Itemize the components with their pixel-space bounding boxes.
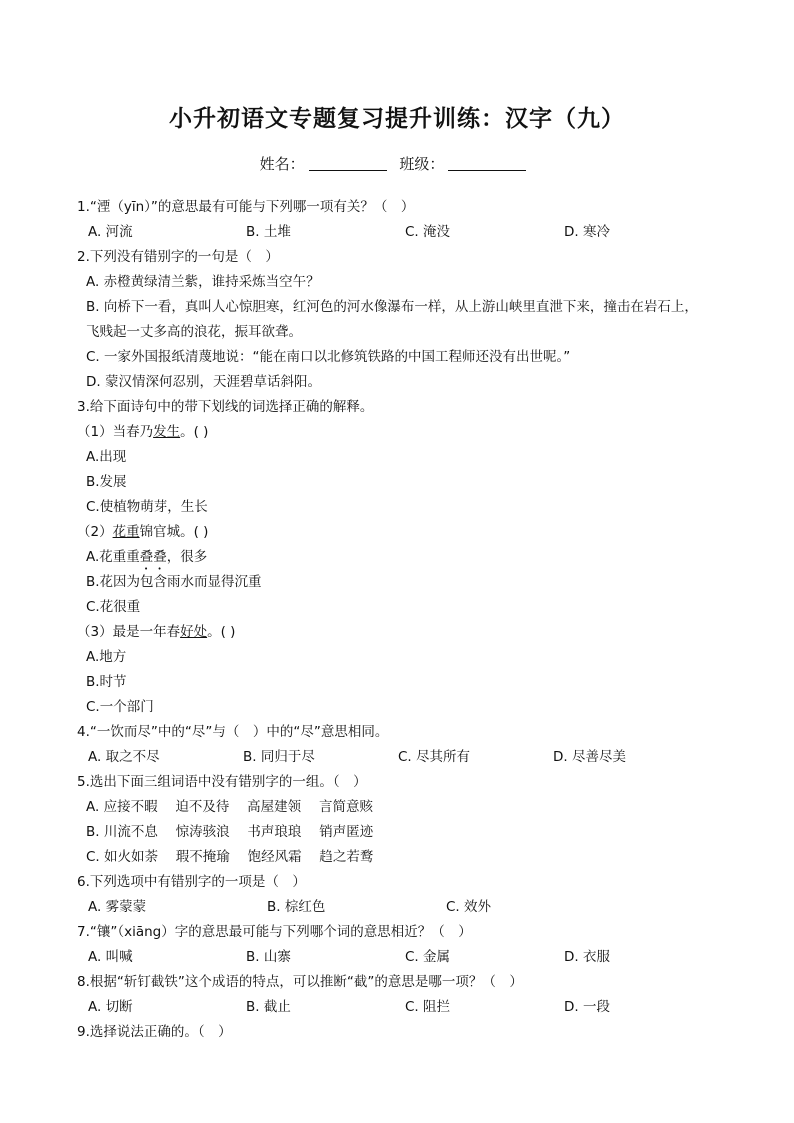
q3-sub2-post: 锦官城。( ) [139,524,209,540]
q3-sub2-pre: （2） [77,524,113,540]
q7-option-d[interactable]: D. 衣服 [564,949,610,965]
q8-option-c[interactable]: C. 阻拦 [405,999,451,1015]
q7-stem: 7.“镶”（xiāng）字的意思最可能与下列哪个词的意思相近？（ ） [77,924,472,940]
q3-sub2-underlined-word: 花重 [112,524,140,540]
q3-sub2-option-a-post: ，很多 [166,549,208,565]
q3-sub3-underlined-word: 好处 [180,624,208,640]
q3-sub3-pre: （3）最是一年春 [77,624,181,640]
q3-sub3-option-b[interactable]: B.时节 [86,674,127,690]
q5-stem: 5.选出下面三组词语中没有错别字的一组。（ ） [77,774,367,790]
q3-sub1-option-c[interactable]: C.使植物萌芽，生长 [86,499,208,515]
q4-option-c[interactable]: C. 尽其所有 [398,749,471,765]
q4-stem: 4.“一饮而尽”中的“尽”与（ ）中的“尽”意思相同。 [77,724,389,740]
q3-sub3-option-a[interactable]: A.地方 [86,649,127,665]
q7-option-b[interactable]: B. 山寨 [246,949,291,965]
q3-sub1-option-a[interactable]: A.出现 [86,449,127,465]
q3-sub2-option-a[interactable] [86,549,207,573]
q3-sub1-post: 。( ) [180,424,209,440]
q1-option-d[interactable]: D. 寒冷 [564,224,610,240]
q7-option-c[interactable]: C. 金属 [405,949,451,965]
q3-sub1-underlined-word: 发生 [153,424,181,440]
q8-option-d[interactable]: D. 一段 [564,999,610,1015]
q3-sub2 [77,524,208,540]
q7-option-a[interactable]: A. 叫喊 [88,949,133,965]
q8-stem: 8.根据“斩钉截铁”这个成语的特点，可以推断“截”的意思是哪一项？（ ） [77,974,523,990]
q1-option-c[interactable]: C. 淹没 [405,224,451,240]
page-title: 小升初语文专题复习提升训练：汉字（九） [169,105,625,132]
q5-option-b[interactable]: B. 川流不息 惊涛骇浪 书声琅琅 销声匿迹 [86,824,374,840]
q3-sub1-pre: （1）当春乃 [77,424,154,440]
q3-sub1-option-b[interactable]: B.发展 [86,474,127,490]
q6-stem: 6.下列选项中有错别字的一项是（ ） [77,874,306,890]
name-blank[interactable] [309,156,387,171]
q4-option-d[interactable]: D. 尽善尽美 [553,749,626,765]
q3-sub3-post: 。( ) [207,624,236,640]
q1-option-b[interactable]: B. 土堆 [246,224,291,240]
name-label: 姓名： [259,155,305,173]
q6-option-a[interactable]: A. 雾蒙蒙 [88,899,147,915]
q5-option-c[interactable]: C. 如火如荼 瑕不掩瑜 饱经风霜 趋之若鹜 [86,849,374,865]
class-blank[interactable] [448,156,526,171]
q1-stem: 1.“湮（yīn）”的意思最有可能与下列哪一项有关？（ ） [77,199,415,215]
q3-sub2-option-a-pre: A.花重重 [86,549,140,565]
q4-option-a[interactable]: A. 取之不尽 [88,749,160,765]
q3-sub3-option-c[interactable]: C.一个部门 [86,699,154,715]
q3-stem: 3.给下面诗句中的带下划线的词选择正确的解释。 [77,399,374,415]
class-label: 班级： [399,155,445,173]
q2-option-d[interactable]: D. 蒙汉情深何忍别，天涯碧草话斜阳。 [86,374,321,390]
q3-sub3 [77,624,235,640]
q2-stem: 2.下列没有错别字的一句是（ ） [77,249,279,265]
q6-option-c[interactable]: C. 效外 [446,899,492,915]
q5-option-a[interactable]: A. 应接不暇 迫不及待 高屋建领 言简意赅 [86,799,373,815]
q8-option-b[interactable]: B. 截止 [246,999,291,1015]
q6-option-b[interactable]: B. 棕红色 [267,899,326,915]
q9-stem: 9.选择说法正确的。（ ） [77,1024,232,1040]
q2-option-b-line2[interactable]: 飞贱起一丈多高的浪花，振耳欲聋。 [86,324,302,340]
q3-sub1 [77,424,208,440]
student-info-row [0,153,794,174]
q2-option-b-line1[interactable]: B. 向桥下一看，真叫人心惊胆寒，红河色的河水像瀑布一样，从上游山峡里直泄下来，撞击在岩石上， [86,299,698,315]
q8-option-a[interactable]: A. 切断 [88,999,133,1015]
q1-option-a[interactable]: A. 河流 [88,224,133,240]
q3-sub2-option-b[interactable]: B.花因为包含雨水而显得沉重 [86,574,262,590]
q2-option-a[interactable]: A. 赤橙黄绿清兰紫，谁持采炼当空午？ [86,274,320,290]
q4-option-b[interactable]: B. 同归于尽 [243,749,315,765]
q3-sub2-option-c[interactable]: C.花很重 [86,599,141,615]
q2-option-c[interactable]: C. 一家外国报纸清蔑地说：“能在南口以北修筑铁路的中国工程师还没有出世呢。” [86,349,571,365]
q3-sub2-option-a-dotted: 叠叠 [139,549,167,565]
